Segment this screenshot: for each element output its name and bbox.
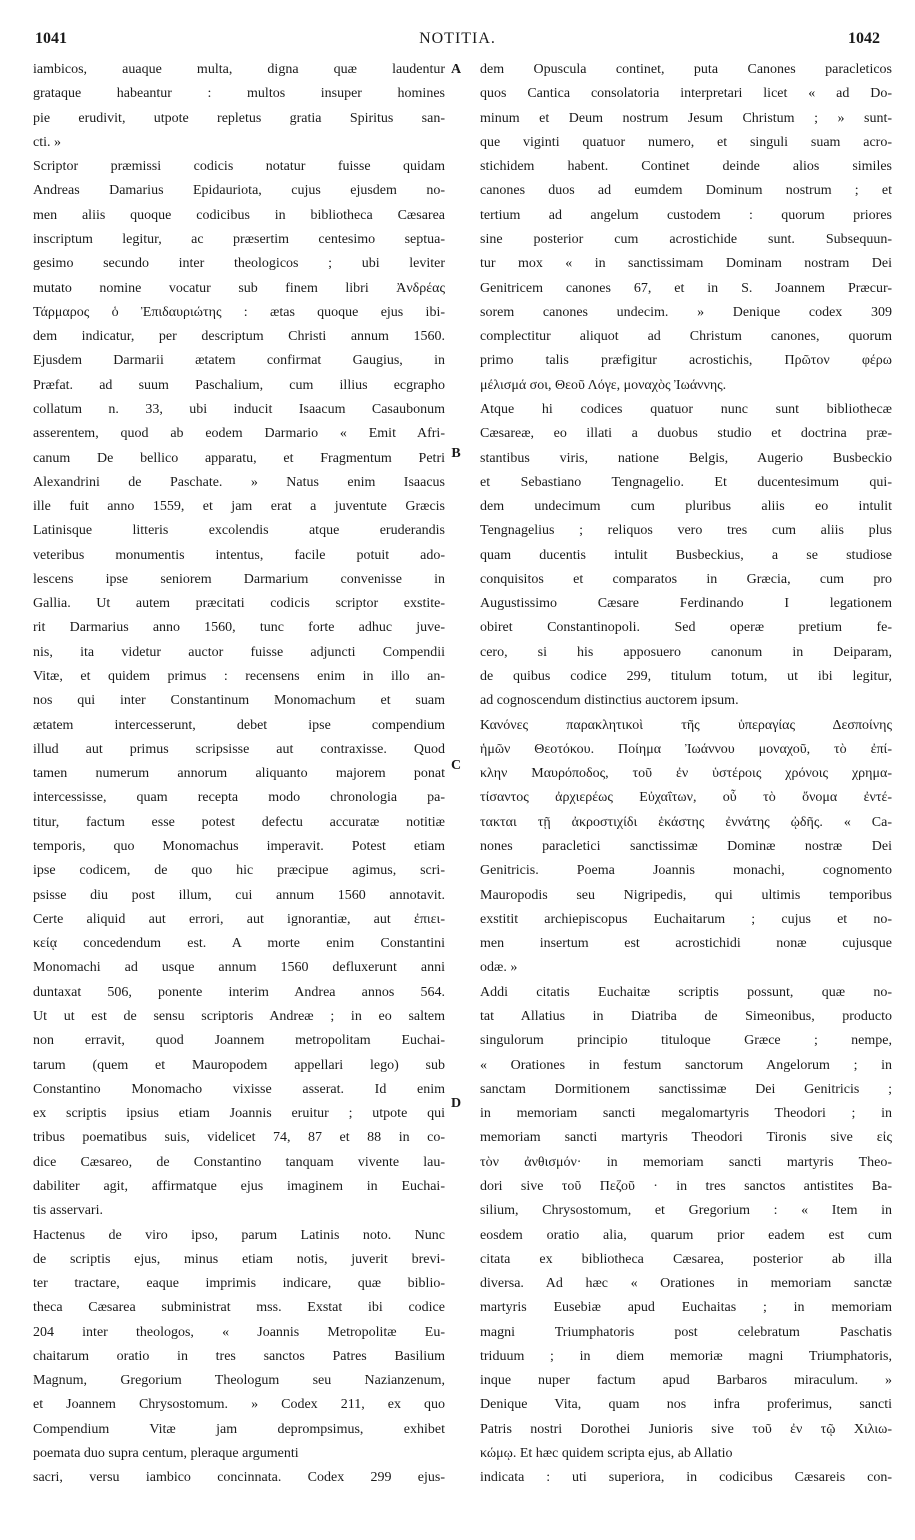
text-line: stichidem habent. Continet deinde alios similes bbox=[480, 159, 892, 175]
text-line: Augustissimo Cæsare Ferdinando I legationem bbox=[480, 596, 892, 612]
text-line: 204 inter theologos, « Joannis Metropolitæ Eu- bbox=[33, 1324, 445, 1340]
text-line: eosdem oratio alia, quarum prior eadem est cum bbox=[480, 1227, 892, 1243]
text-line: veteribus monumentis intentus, facile potuit ado- bbox=[33, 547, 445, 563]
text-line: poemata duo supra centum, pleraque argumenti bbox=[33, 1446, 299, 1462]
text-line: τὸν ἀνθισμόν· in memoriam sancti martyris Theo- bbox=[480, 1154, 892, 1170]
text-line: gesimo secundo inter theologicos ; ubi leviter bbox=[33, 256, 445, 272]
text-line: men aliis quoque codicibus in bibliotheca Cæsarea bbox=[33, 207, 445, 223]
text-line: illud aut primus scripsisse aut contraxisse. Quod bbox=[33, 741, 445, 757]
text-line: Cæsareæ, eo illati a duobus studio et doctrina præ- bbox=[480, 426, 892, 442]
text-line: martyris Eusebiæ apud Euchaitas ; in memoriam bbox=[480, 1300, 892, 1316]
text-line: dori sive τοῦ Πεζοῦ · in tres sanctos antistites Ba- bbox=[480, 1178, 892, 1194]
text-line: complectitur aliquot ad Christum canones, quorum bbox=[480, 329, 892, 345]
text-line: Τάρμαρος ὁ Ἐπιδαυριώτης : ætas quoque ejus ibi- bbox=[33, 304, 445, 320]
text-line: odæ. » bbox=[480, 960, 518, 976]
margin-letter-d: D bbox=[450, 1096, 462, 1111]
text-line: cero, si his apposuero canonum in Deiparam, bbox=[480, 644, 892, 660]
margin-letter-c: C bbox=[450, 758, 462, 773]
text-line: men insertum est acrostichidi nonæ cujusque bbox=[480, 936, 892, 952]
text-line: sine posterior cum acrostichide sunt. Subsequun- bbox=[480, 231, 892, 247]
left-column-number: 1041 bbox=[35, 30, 67, 47]
text-line: de quibus codice 299, titulum totum, ut ibi legitur, bbox=[480, 669, 892, 685]
text-line: inscriptum legitur, ac præsertim centesimo septua- bbox=[33, 231, 445, 247]
text-line: Constantino Monomacho vixisse asserat. Id enim bbox=[33, 1081, 445, 1097]
text-line: titur, factum esse potest defectu accuratæ notitiæ bbox=[33, 814, 445, 830]
text-line: silium, Chrysostomum, et Gregorium : « Item in bbox=[480, 1203, 892, 1219]
text-line: sacri, versu iambico concinnata. Codex 299 ejus- bbox=[33, 1470, 445, 1486]
text-line: mutato nomine vocatur sub finem libri Ἀνδρέας bbox=[33, 280, 445, 296]
text-line: μέλισμά σοι, Θεοῦ Λόγε, μοναχὸς Ἰωάννης. bbox=[480, 377, 727, 393]
text-line: Κανόνες παρακλητικοὶ τῆς ὑπεραγίας Δεσποίνης bbox=[480, 717, 892, 733]
text-line: Ejusdem Darmarii ætatem confirmat Gaugius, in bbox=[33, 353, 445, 369]
text-line: memoriam sancti martyris Theodori Tironis sive εἰς bbox=[480, 1130, 892, 1146]
margin-letter-a: A bbox=[450, 62, 462, 77]
text-line: Alexandrini de Paschate. » Natus enim Isaacus bbox=[33, 474, 445, 490]
text-line: exstitit archiepiscopus Euchaitarum ; cujus et no- bbox=[480, 911, 892, 927]
text-line: κείᾳ concedendum est. A morte enim Constantini bbox=[33, 936, 445, 952]
text-line: indicata : uti superiora, in codicibus Cæsareis con- bbox=[480, 1470, 892, 1486]
text-line: quos Cantica consolatoria interpretari licet « ad Do- bbox=[480, 86, 892, 102]
text-line: duntaxat 506, ponente interim Andrea annos 564. bbox=[33, 984, 445, 1000]
text-line: Denique Vita, quam nos infra proferimus, sancti bbox=[480, 1397, 892, 1413]
text-line: lescens ipse seniorem Darmarium convenisse in bbox=[33, 571, 445, 587]
text-line: intercessisse, quam recepta modo chronologia pa- bbox=[33, 790, 445, 806]
left-text-column bbox=[33, 58, 445, 1491]
text-line: ad cognoscendum distinctius auctorem ipsum. bbox=[480, 693, 739, 709]
text-line: Mauropodis seu Nigripedis, qui ultimis temporibus bbox=[480, 887, 892, 903]
text-line: obiret Constantinopoli. Sed operæ pretium fe- bbox=[480, 620, 892, 636]
text-line: ex scriptis ipsius etiam Joannis eruitur ; utpote qui bbox=[33, 1106, 445, 1122]
text-line: et Joannem Chrysostomum. » Codex 211, ex quo bbox=[33, 1397, 445, 1413]
text-line: tribus poematibus suis, videlicet 74, 87 et 88 in co- bbox=[33, 1130, 445, 1146]
text-line: triduum ; in diem memoriæ magni Triumphatoris, bbox=[480, 1348, 892, 1364]
text-line: canum De bellico apparatu, et Fragmentum Petri bbox=[33, 450, 445, 466]
text-line: primo talis præfigitur acrostichis, Πρῶτον φέρω bbox=[480, 353, 892, 369]
text-line: tamen numerum annorum aliquanto majorem ponat bbox=[33, 766, 445, 782]
text-line: Vitæ, et quidem primus : recensens enim in illo an- bbox=[33, 669, 445, 685]
text-line: collatum n. 33, ubi inducit Isaacum Casaubonum bbox=[33, 401, 445, 417]
text-line: Magnum, Gregorium Theologum seu Nazianzenum, bbox=[33, 1373, 445, 1389]
text-line: que viginti quatuor numero, et singuli suam acro- bbox=[480, 134, 892, 150]
text-line: τίσαντος ἀρχιερέως Εὐχαΐτων, οὗ τὸ ὄνομα ἐντέ- bbox=[480, 790, 892, 806]
text-line: tur mox « in sanctissimam Dominam nostram Dei bbox=[480, 256, 892, 272]
text-line: Certe aliquid aut errori, aut ignorantiæ, aut ἐπιει- bbox=[33, 911, 445, 927]
text-line: dem undecimum cum pluribus aliis eo intulit bbox=[480, 499, 892, 515]
text-line: Scriptor præmissi codicis notatur fuisse quidam bbox=[33, 159, 445, 175]
text-line: de scriptis ejus, minus etiam notis, juverit brevi- bbox=[33, 1251, 445, 1267]
text-line: Latinisque litteris excolendis atque eruderandis bbox=[33, 523, 445, 539]
text-line: Hactenus de viro ipso, parum Latinis noto. Nunc bbox=[33, 1227, 445, 1243]
text-line: Genitricis. Poema Joannis monachi, cognomento bbox=[480, 863, 892, 879]
text-line: minum et Deum nostrum Jesum Christum ; » sunt- bbox=[480, 110, 892, 126]
text-line: dice Cæsareo, de Constantino tanquam vivente lau- bbox=[33, 1154, 445, 1170]
text-line: et Sebastiano Tengnagelio. Et ducentesimum qui- bbox=[480, 474, 892, 490]
text-line: conquisitos et comparatos in Græcia, cum pro bbox=[480, 571, 892, 587]
text-line: cti. » bbox=[33, 134, 61, 150]
text-line: Andreas Damarius Epidauriota, cujus ejusdem no- bbox=[33, 183, 445, 199]
text-line: ille fuit anno 1559, et jam erat a juventute Græcis bbox=[33, 499, 445, 515]
text-line: in memoriam sancti megalomartyris Theodori ; in bbox=[480, 1106, 892, 1122]
text-line: pie erudivit, utpote repletus gratia Spiritus san- bbox=[33, 110, 445, 126]
running-title: NOTITIA. bbox=[419, 30, 496, 47]
text-line: magni Triumphatoris post celebratum Paschatis bbox=[480, 1324, 892, 1340]
text-line: nones paracletici sanctissimæ Dominæ nostræ Dei bbox=[480, 839, 892, 854]
text-line: ter tractare, eaque imprimis indicare, quæ biblio- bbox=[33, 1276, 445, 1292]
text-line: diversa. Ad hæc « Orationes in memoriam sanctæ bbox=[480, 1276, 892, 1292]
text-line: Gallia. Ut autem præcitati codicis scriptor exstite- bbox=[33, 596, 445, 612]
text-line: tarum (quem et Mauropodem appellari lego) sub bbox=[33, 1057, 445, 1073]
text-line: tertium ad angelum custodem : quorum priores bbox=[480, 207, 892, 223]
text-line: Addi citatis Euchaitæ scriptis possunt, quæ no- bbox=[480, 984, 892, 1000]
page-header bbox=[35, 30, 880, 56]
text-line: quam ducentis intulit Busbeckius, a se studiose bbox=[480, 547, 892, 563]
text-line: Compendium Vitæ jam deprompsimus, exhibet bbox=[33, 1421, 445, 1437]
text-line: Monomachi ad usque annum 1560 defluxerunt anni bbox=[33, 960, 445, 976]
text-line: sorem canones undecim. » Denique codex 309 bbox=[480, 304, 892, 320]
text-line: dem indicatur, per descriptum Christi annum 1560. bbox=[33, 329, 445, 345]
text-line: Genitricem canones 67, et in S. Joannem Præcur- bbox=[480, 280, 892, 296]
text-line: Patris nostri Dorothei Junioris sive τοῦ ἐν τῷ Χιλιω- bbox=[480, 1421, 892, 1437]
text-line: ἡμῶν Θεοτόκου. Ποίημα Ἰωάννου μοναχοῦ, τὸ ἐπί- bbox=[480, 741, 892, 757]
text-line: rit Darmarius anno 1560, tunc forte adhuc juve- bbox=[33, 620, 445, 636]
text-line: canones duos ad eumdem Dominum nostrum ; et bbox=[480, 183, 892, 199]
text-line: psisse diu post illum, cui annum 1560 annotavit. bbox=[33, 887, 445, 903]
text-line: iambicos, auaque multa, digna quæ laudentur bbox=[33, 62, 445, 77]
text-line: Atque hi codices quatuor nunc sunt bibliothecæ bbox=[480, 401, 892, 417]
right-column-number: 1042 bbox=[848, 30, 880, 47]
text-line: non erravit, quod Joannem metropolitam Euchai- bbox=[33, 1033, 445, 1049]
text-line: stantibus viris, natione Belgis, Augerio Busbeckio bbox=[480, 450, 892, 466]
text-line: ipse codicem, de quo hic præcipue agimus, scri- bbox=[33, 863, 445, 879]
text-line: grataque habeantur : multos insuper homines bbox=[33, 86, 445, 102]
text-line: citata ex bibliotheca Cæsarea, posterior ab illa bbox=[480, 1251, 892, 1267]
text-line: temporis, quo Monomachus imperavit. Potest etiam bbox=[33, 839, 445, 854]
text-line: dabiliter agit, affirmatque ejus imaginem in Euchai- bbox=[33, 1178, 445, 1194]
text-line: tat Allatius in Diatriba de Simeonibus, producto bbox=[480, 1008, 892, 1024]
text-line: « Orationes in festum sanctorum Angelorum ; in bbox=[480, 1057, 892, 1073]
text-line: κλην Μαυρόποδος, τοῦ ἐν ὑστέροις χρόνοις χρημα- bbox=[480, 766, 892, 782]
text-line: theca Cæsarea subministrat mss. Exstat ibi codice bbox=[33, 1300, 445, 1316]
text-line: sanctam Dormitionem sanctissimæ Dei Genitricis ; bbox=[480, 1081, 892, 1097]
text-line: inque nuper factum apud Barbaros miraculum. » bbox=[480, 1373, 892, 1389]
text-line: chaitarum oratio in tres sanctos Patres Basilium bbox=[33, 1348, 445, 1364]
text-line: singulorum principio tituloque Græce ; nempe, bbox=[480, 1033, 892, 1049]
text-line: ætatem intercesserunt, debet ipse compendium bbox=[33, 717, 445, 733]
text-line: Tengnagelius ; reliquos vero tres cum aliis plus bbox=[480, 523, 892, 539]
text-line: nis, ita videtur auctor fuisse adjuncti Compendii bbox=[33, 644, 445, 660]
text-line: asserentem, quod ab eodem Darmario « Emit Afri- bbox=[33, 426, 445, 442]
text-line: dem Opuscula continet, puta Canones paracleticos bbox=[480, 62, 892, 77]
right-text-column bbox=[480, 58, 892, 1491]
text-line: τακται τῇ ἀκροστιχίδι ἑκάστης ἐννάτης ᾠδῆς. « Ca- bbox=[480, 814, 892, 830]
text-line: Ut ut est de sensu scriptoris Andreæ ; in eo saltem bbox=[33, 1008, 445, 1024]
margin-letter-b: B bbox=[451, 446, 461, 461]
text-line: tis asservari. bbox=[33, 1203, 103, 1219]
text-line: κώμῳ. Et hæc quidem scripta ejus, ab Allatio bbox=[480, 1446, 733, 1462]
text-line: nos qui inter Constantinum Monomachum et suam bbox=[33, 693, 445, 709]
text-line: Præfat. ad suum Paschalium, cum illius ecgrapho bbox=[33, 377, 445, 393]
